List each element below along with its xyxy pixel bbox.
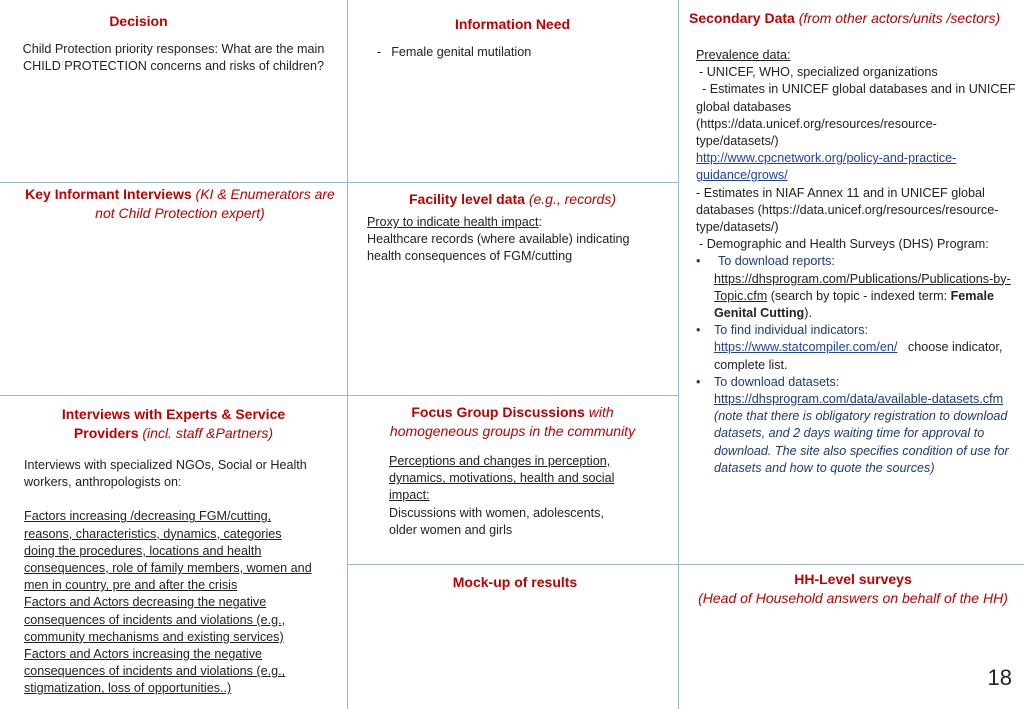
ki-title-note: (KI & Enumerators are not Child Protection expert) bbox=[95, 186, 335, 221]
secondary-data-cell bbox=[678, 9, 1024, 477]
fgd-title bbox=[377, 403, 648, 441]
b2-label: To find individual indicators: bbox=[714, 323, 869, 338]
secondary-line-1: - UNICEF, WHO, specialized organizations bbox=[699, 65, 938, 80]
b1-after: (search by topic - indexed term: bbox=[770, 288, 951, 303]
proxy-colon: : bbox=[538, 215, 543, 229]
bullet-icon: • bbox=[696, 374, 701, 389]
b3-url[interactable]: https://dhsprogram.com/data/available-datasets.cfm bbox=[714, 392, 1004, 407]
b3-label: To download datasets: bbox=[714, 374, 840, 389]
facility-title-main: Facility level data bbox=[409, 191, 525, 207]
info-need-title: Information Need bbox=[454, 16, 571, 32]
hh-cell bbox=[682, 570, 1024, 608]
info-need-item: - Female genital mutilation bbox=[377, 45, 532, 59]
experts-body bbox=[24, 457, 312, 698]
fgd-body bbox=[389, 453, 628, 539]
b1-bold: Female Genital Cutting bbox=[714, 288, 994, 321]
decision-title: Decision bbox=[109, 13, 168, 29]
secondary-data-title-main: Secondary Data bbox=[689, 10, 795, 26]
bullet-icon: • bbox=[696, 323, 701, 338]
secondary-line-4: - Demographic and Health Surveys (DHS) Program: bbox=[699, 237, 989, 252]
experts-cell bbox=[0, 405, 347, 698]
b2-url[interactable]: https://www.statcompiler.com/en/ bbox=[714, 340, 898, 355]
experts-topic-1: Factors increasing /decreasing FGM/cutting, reasons, characteristics, dynamics, categories doing the procedures, locations and health consequences, role of family members, women and men in country, pre and after the crisis bbox=[24, 509, 312, 593]
b1-label: To download reports: bbox=[718, 254, 835, 269]
experts-title-note: (incl. staff &Partners) bbox=[142, 425, 274, 441]
secondary-line-3: - Estimates in NIAF Annex 11 and in UNICEF global databases (https://data.unicef.org/resources/resource-type/datasets/) bbox=[696, 185, 999, 235]
decision-cell bbox=[0, 12, 347, 75]
hh-title-note-text: (Head of Household answers on behalf of the HH) bbox=[698, 590, 1008, 606]
bullet-icon: • bbox=[696, 254, 701, 269]
secondary-line-2: - Estimates in UNICEF global databases and in UNICEF global databases (https://data.unicef.org/resources/resource-type/datasets/) bbox=[696, 82, 1016, 149]
secondary-data-body bbox=[696, 47, 1016, 477]
facility-title bbox=[347, 190, 678, 209]
info-need-item-text: Female genital mutilation bbox=[391, 45, 532, 59]
experts-topic-2: Factors and Actors decreasing the negative consequences of incidents and violations (e.g., community mechanisms and existing services) bbox=[24, 595, 286, 644]
secondary-data-title bbox=[689, 9, 1024, 28]
bullet-download-reports bbox=[696, 253, 1016, 322]
ki-title bbox=[20, 185, 340, 223]
experts-topic-3: Factors and Actors increasing the negative consequences of incidents and violations (e.g., stigmatization, loss of opportunities..) bbox=[24, 647, 286, 696]
ki-cell bbox=[20, 185, 340, 223]
cpcnetwork-link[interactable]: http://www.cpcnetwork.org/policy-and-practice-guidance/grows/ bbox=[696, 151, 957, 183]
experts-intro: Interviews with specialized NGOs, Social or Health workers, anthropologists on: bbox=[24, 458, 307, 490]
proxy-text: Healthcare records (where available) indicating health consequences of FGM/cutting bbox=[367, 232, 630, 264]
facility-title-note: (e.g., records) bbox=[528, 191, 616, 207]
facility-cell bbox=[347, 190, 678, 266]
b1-url[interactable]: https://dhsprogram.com/Publications/Publications-by-Topic.cfm bbox=[714, 271, 1011, 303]
bullet-download-datasets bbox=[696, 374, 1016, 477]
fgd-text: Discussions with women, adolescents, older women and girls bbox=[389, 505, 604, 537]
page-number: 18 bbox=[987, 665, 1012, 690]
facility-body bbox=[367, 214, 658, 266]
ki-title-main: Key Informant Interviews bbox=[25, 186, 192, 202]
experts-title bbox=[40, 405, 307, 443]
hh-title: HH-Level surveys bbox=[794, 571, 912, 587]
b1-end: ). bbox=[804, 306, 812, 321]
b3-note: (note that there is obligatory registration to download datasets, and 2 days waiting time for approval to download. The site also specifies condition of use for datasets and how to quote the sources) bbox=[714, 409, 1009, 475]
grid-line-horizontal-2 bbox=[0, 395, 678, 396]
mockup-title: Mock-up of results bbox=[452, 574, 578, 590]
bullet-find-indicators bbox=[696, 322, 1016, 374]
fgd-topic: Perceptions and changes in perception, dynamics, motivations, health and social impact: bbox=[389, 454, 615, 503]
decision-text: Child Protection priority responses: What are the main CHILD PROTECTION concerns and risks of children? bbox=[22, 42, 325, 73]
grid-line-vertical-1 bbox=[347, 0, 348, 709]
fgd-title-main: Focus Group Discussions bbox=[411, 404, 585, 420]
info-need-cell bbox=[347, 15, 678, 61]
b2-after: choose indicator, complete list. bbox=[714, 340, 1003, 372]
experts-title-main: Interviews with Experts & Service Providers bbox=[61, 406, 286, 441]
mockup-cell bbox=[347, 573, 683, 592]
secondary-data-title-note: (from other actors/units /sectors) bbox=[798, 10, 1001, 26]
fgd-title-note: with homogeneous groups in the community bbox=[389, 404, 636, 439]
fgd-cell bbox=[347, 403, 678, 539]
proxy-line bbox=[367, 214, 658, 231]
prevalence-label: Prevalence data: bbox=[696, 48, 791, 62]
proxy-label: Proxy to indicate health impact bbox=[367, 215, 539, 229]
grid-line-horizontal-1 bbox=[0, 182, 678, 183]
grid-line-horizontal-3 bbox=[347, 564, 1024, 565]
hh-title-note bbox=[682, 589, 1024, 608]
